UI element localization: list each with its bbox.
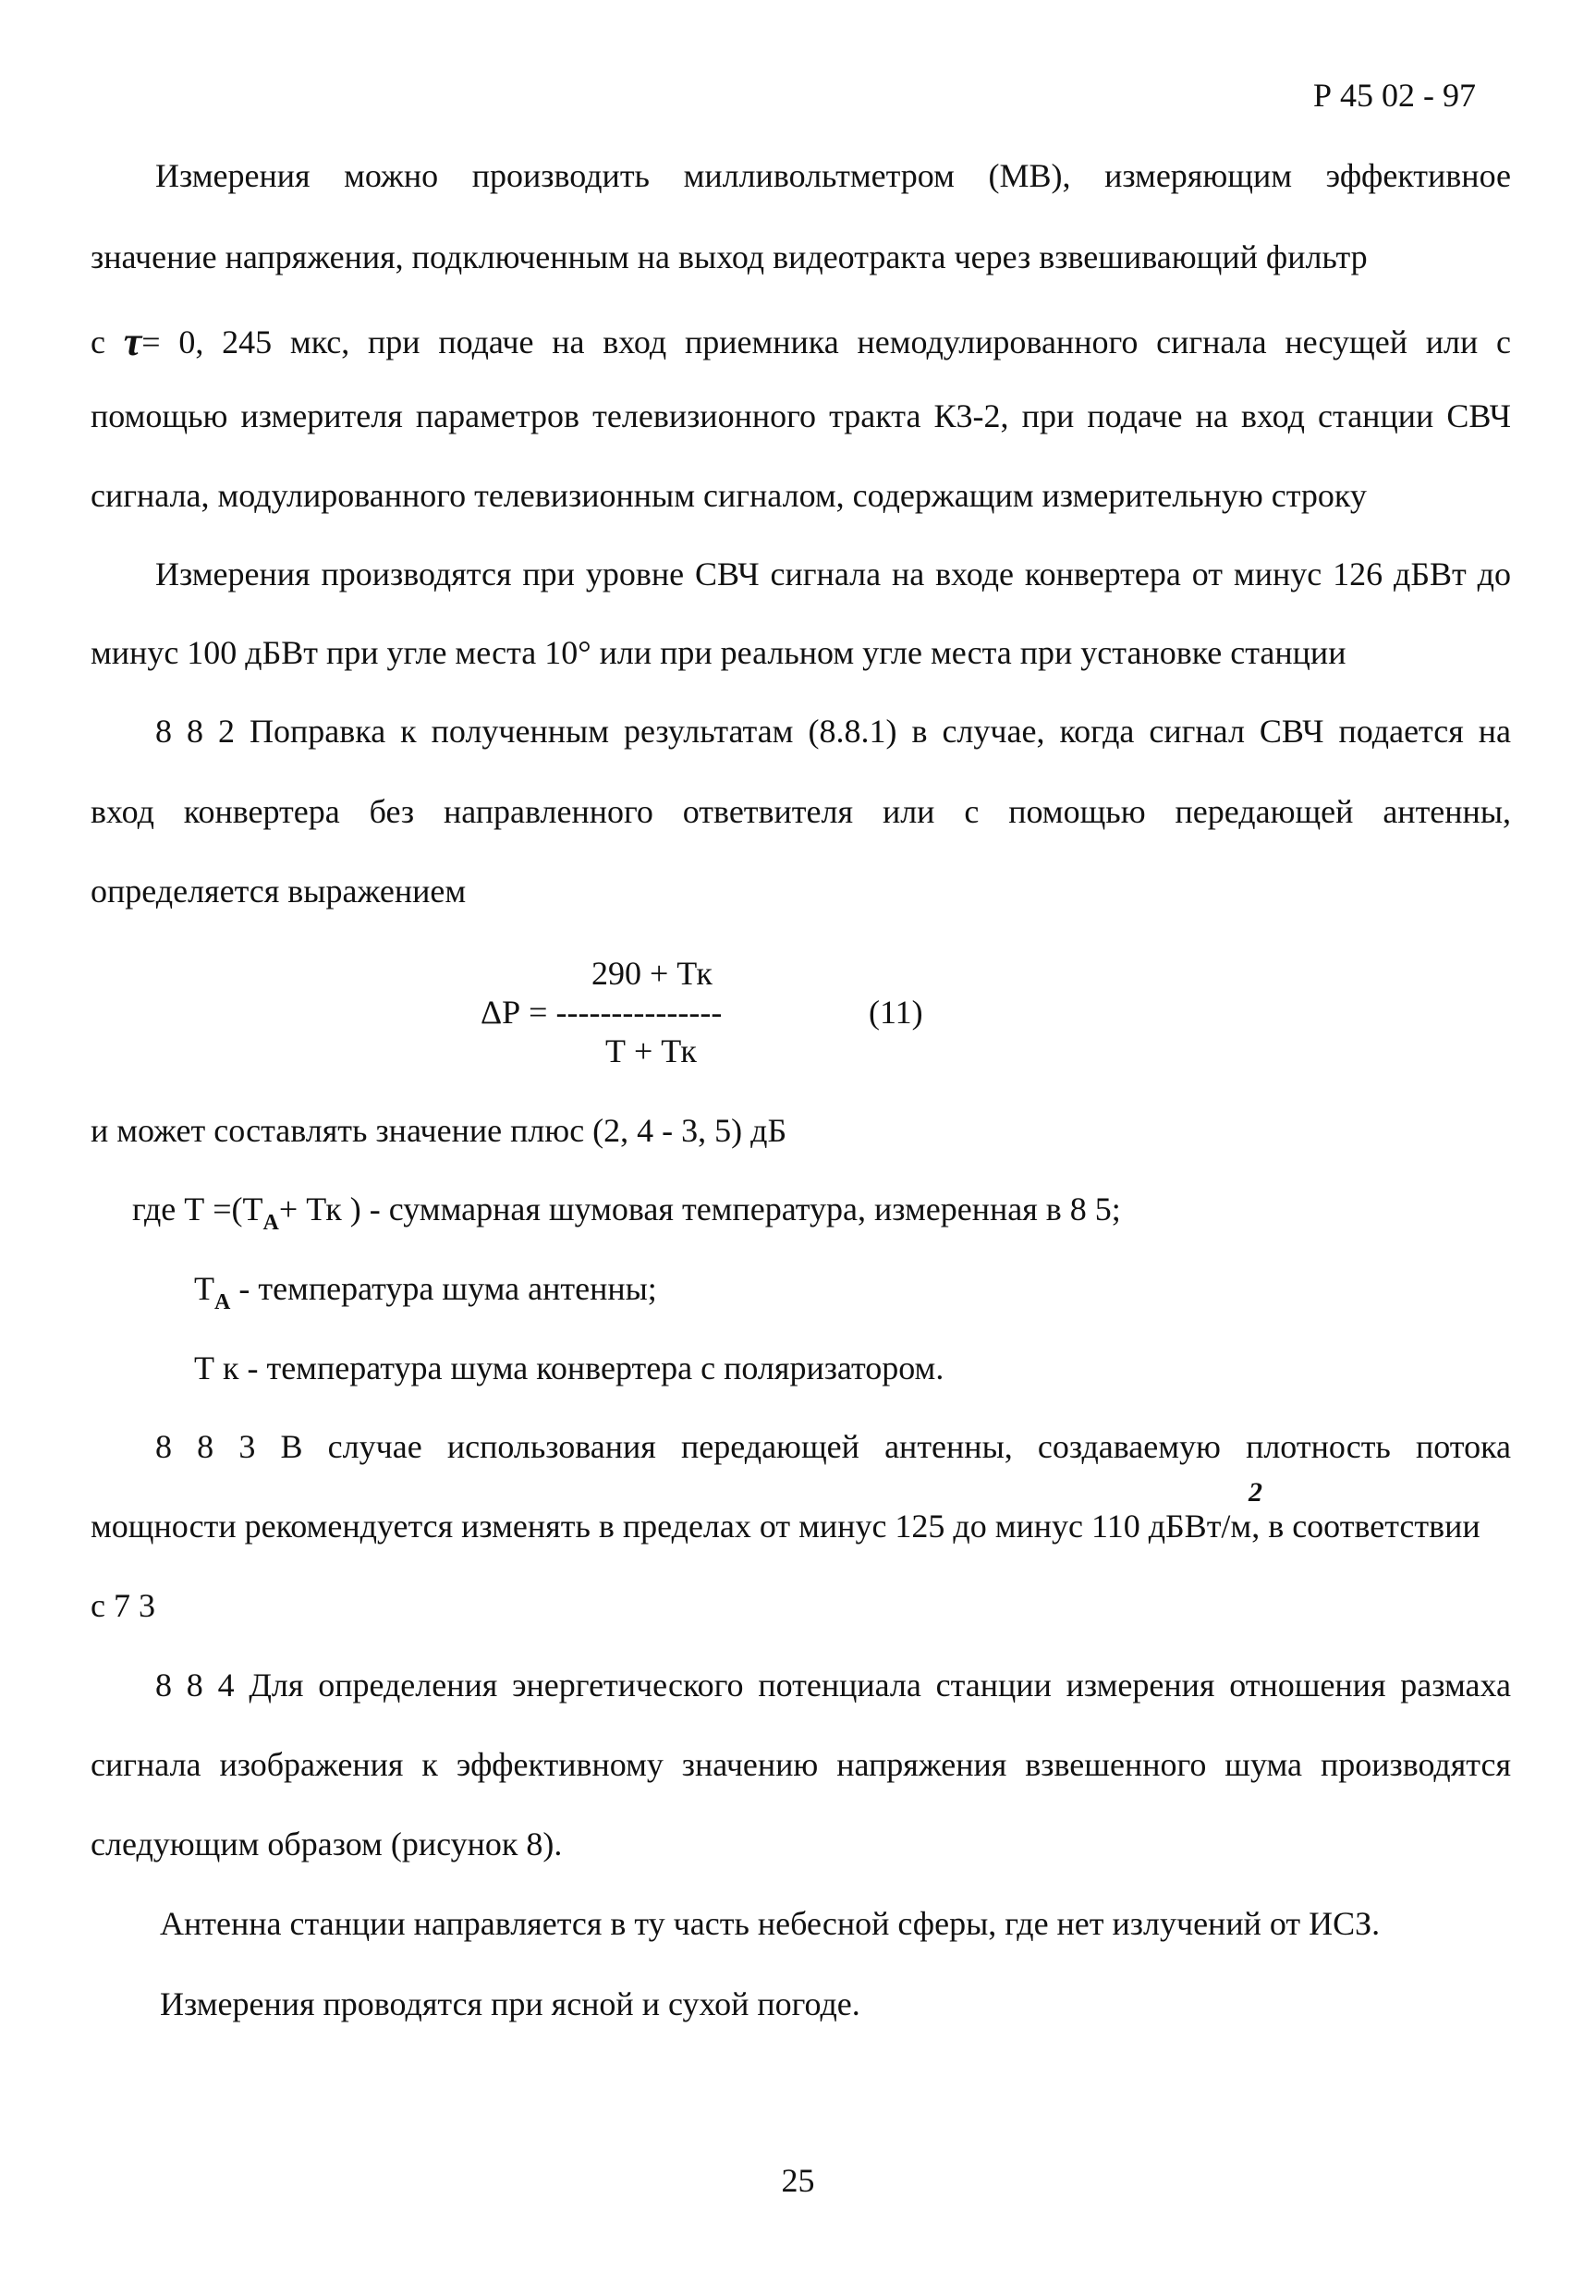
paragraph-3-line-3: определяется выражением bbox=[91, 873, 467, 910]
paragraph-4-line-1: и может составлять значение плюс (2, 4 - 3, 5) дБ bbox=[91, 1112, 787, 1149]
paragraph-1-line-3 bbox=[91, 319, 1512, 364]
definition-total-temperature bbox=[132, 1192, 1121, 1234]
definition-antenna-temperature bbox=[194, 1272, 657, 1313]
tau-value-text: = 0, 245 мкс, при подаче на вход приемника немодулированного сигнала несущей или с bbox=[141, 324, 1512, 360]
definition-ta-subscript: А bbox=[214, 1290, 231, 1314]
paragraph-6-line-2: сигнала изображения к эффективному значению напряжения взвешенного шума производятся bbox=[91, 1746, 1511, 1783]
definition-ta-symbol: Т bbox=[194, 1270, 214, 1307]
paragraph-7-line-1: Антенна станции направляется в ту часть небесной сферы, где нет излучений от ИСЗ. bbox=[160, 1905, 1381, 1942]
formula-denominator: Т + Тк bbox=[605, 1032, 697, 1069]
paragraph-5-line-1: 8 8 3 В случае использования передающей антенны, создаваемую плотность потока bbox=[155, 1428, 1511, 1465]
paragraph-2-line-1: Измерения производятся при уровне СВЧ сигнала на входе конвертера от минус 126 дБВт до bbox=[155, 556, 1511, 592]
definition-t-rest: + Тк ) - суммарная шумовая температура, измеренная в 8 5; bbox=[278, 1191, 1121, 1227]
paragraph-1-line-1: Измерения можно производить милливольтметром (МВ), измеряющим эффективное bbox=[155, 157, 1511, 194]
definition-converter-temperature: Т к - температура шума конвертера с поляризатором. bbox=[194, 1350, 944, 1386]
paragraph-3-line-1: 8 8 2 Поправка к полученным результатам (8.8.1) в случае, когда сигнал СВЧ подается на bbox=[155, 713, 1511, 750]
paragraph-1-line-2: значение напряжения, подключенным на выход видеотракта через взвешивающий фильтр bbox=[91, 238, 1368, 275]
paragraph-6-line-3: следующим образом (рисунок 8). bbox=[91, 1826, 563, 1862]
formula-number: (11) bbox=[869, 994, 923, 1031]
paragraph-5-line-2-suffix: , в соответствии bbox=[1251, 1508, 1480, 1545]
definition-ta-text: - температура шума антенны; bbox=[230, 1270, 657, 1307]
paragraph-8-line-1: Измерения проводятся при ясной и сухой погоде. bbox=[160, 1985, 860, 2022]
formula-fraction-bar: --------------- bbox=[555, 994, 723, 1031]
definition-t-subscript: А bbox=[262, 1211, 279, 1235]
paragraph-1-line-5: сигнала, модулированного телевизионным сигналом, содержащим измерительную строку bbox=[91, 477, 1367, 514]
definition-t-prefix: где Т =(Т bbox=[132, 1191, 263, 1227]
formula-numerator: 290 + Тк bbox=[591, 955, 713, 992]
paragraph-6-line-1: 8 8 4 Для определения энергетического потенциала станции измерения отношения размаха bbox=[155, 1667, 1511, 1704]
superscript-two: 2 bbox=[1249, 1477, 1262, 1508]
paragraph-5-line-2 bbox=[91, 1509, 1480, 1543]
page-number: 25 bbox=[781, 2162, 815, 2199]
paragraph-1-line-4: помощью измерителя параметров телевизионного тракта К3-2, при подаче на вход станции СВЧ bbox=[91, 397, 1511, 434]
paragraph-3-line-2: вход конвертера без направленного ответвителя или с помощью передающей антенны, bbox=[91, 793, 1511, 830]
formula-lhs-and-bar bbox=[481, 995, 722, 1029]
tau-symbol: τ bbox=[123, 319, 142, 364]
prefix-c: с bbox=[91, 324, 105, 360]
formula-lhs: ΔР = bbox=[481, 994, 548, 1031]
paragraph-5-line-2-prefix: мощности рекомендуется изменять в пределах от минус 125 до минус 110 дБВт/м bbox=[91, 1508, 1252, 1545]
paragraph-5-line-3: с 7 3 bbox=[91, 1587, 155, 1624]
paragraph-2-line-2: минус 100 дБВт при угле места 10° или при реальном угле места при установке станции bbox=[91, 634, 1346, 671]
document-code: Р 45 02 - 97 bbox=[1312, 77, 1476, 114]
